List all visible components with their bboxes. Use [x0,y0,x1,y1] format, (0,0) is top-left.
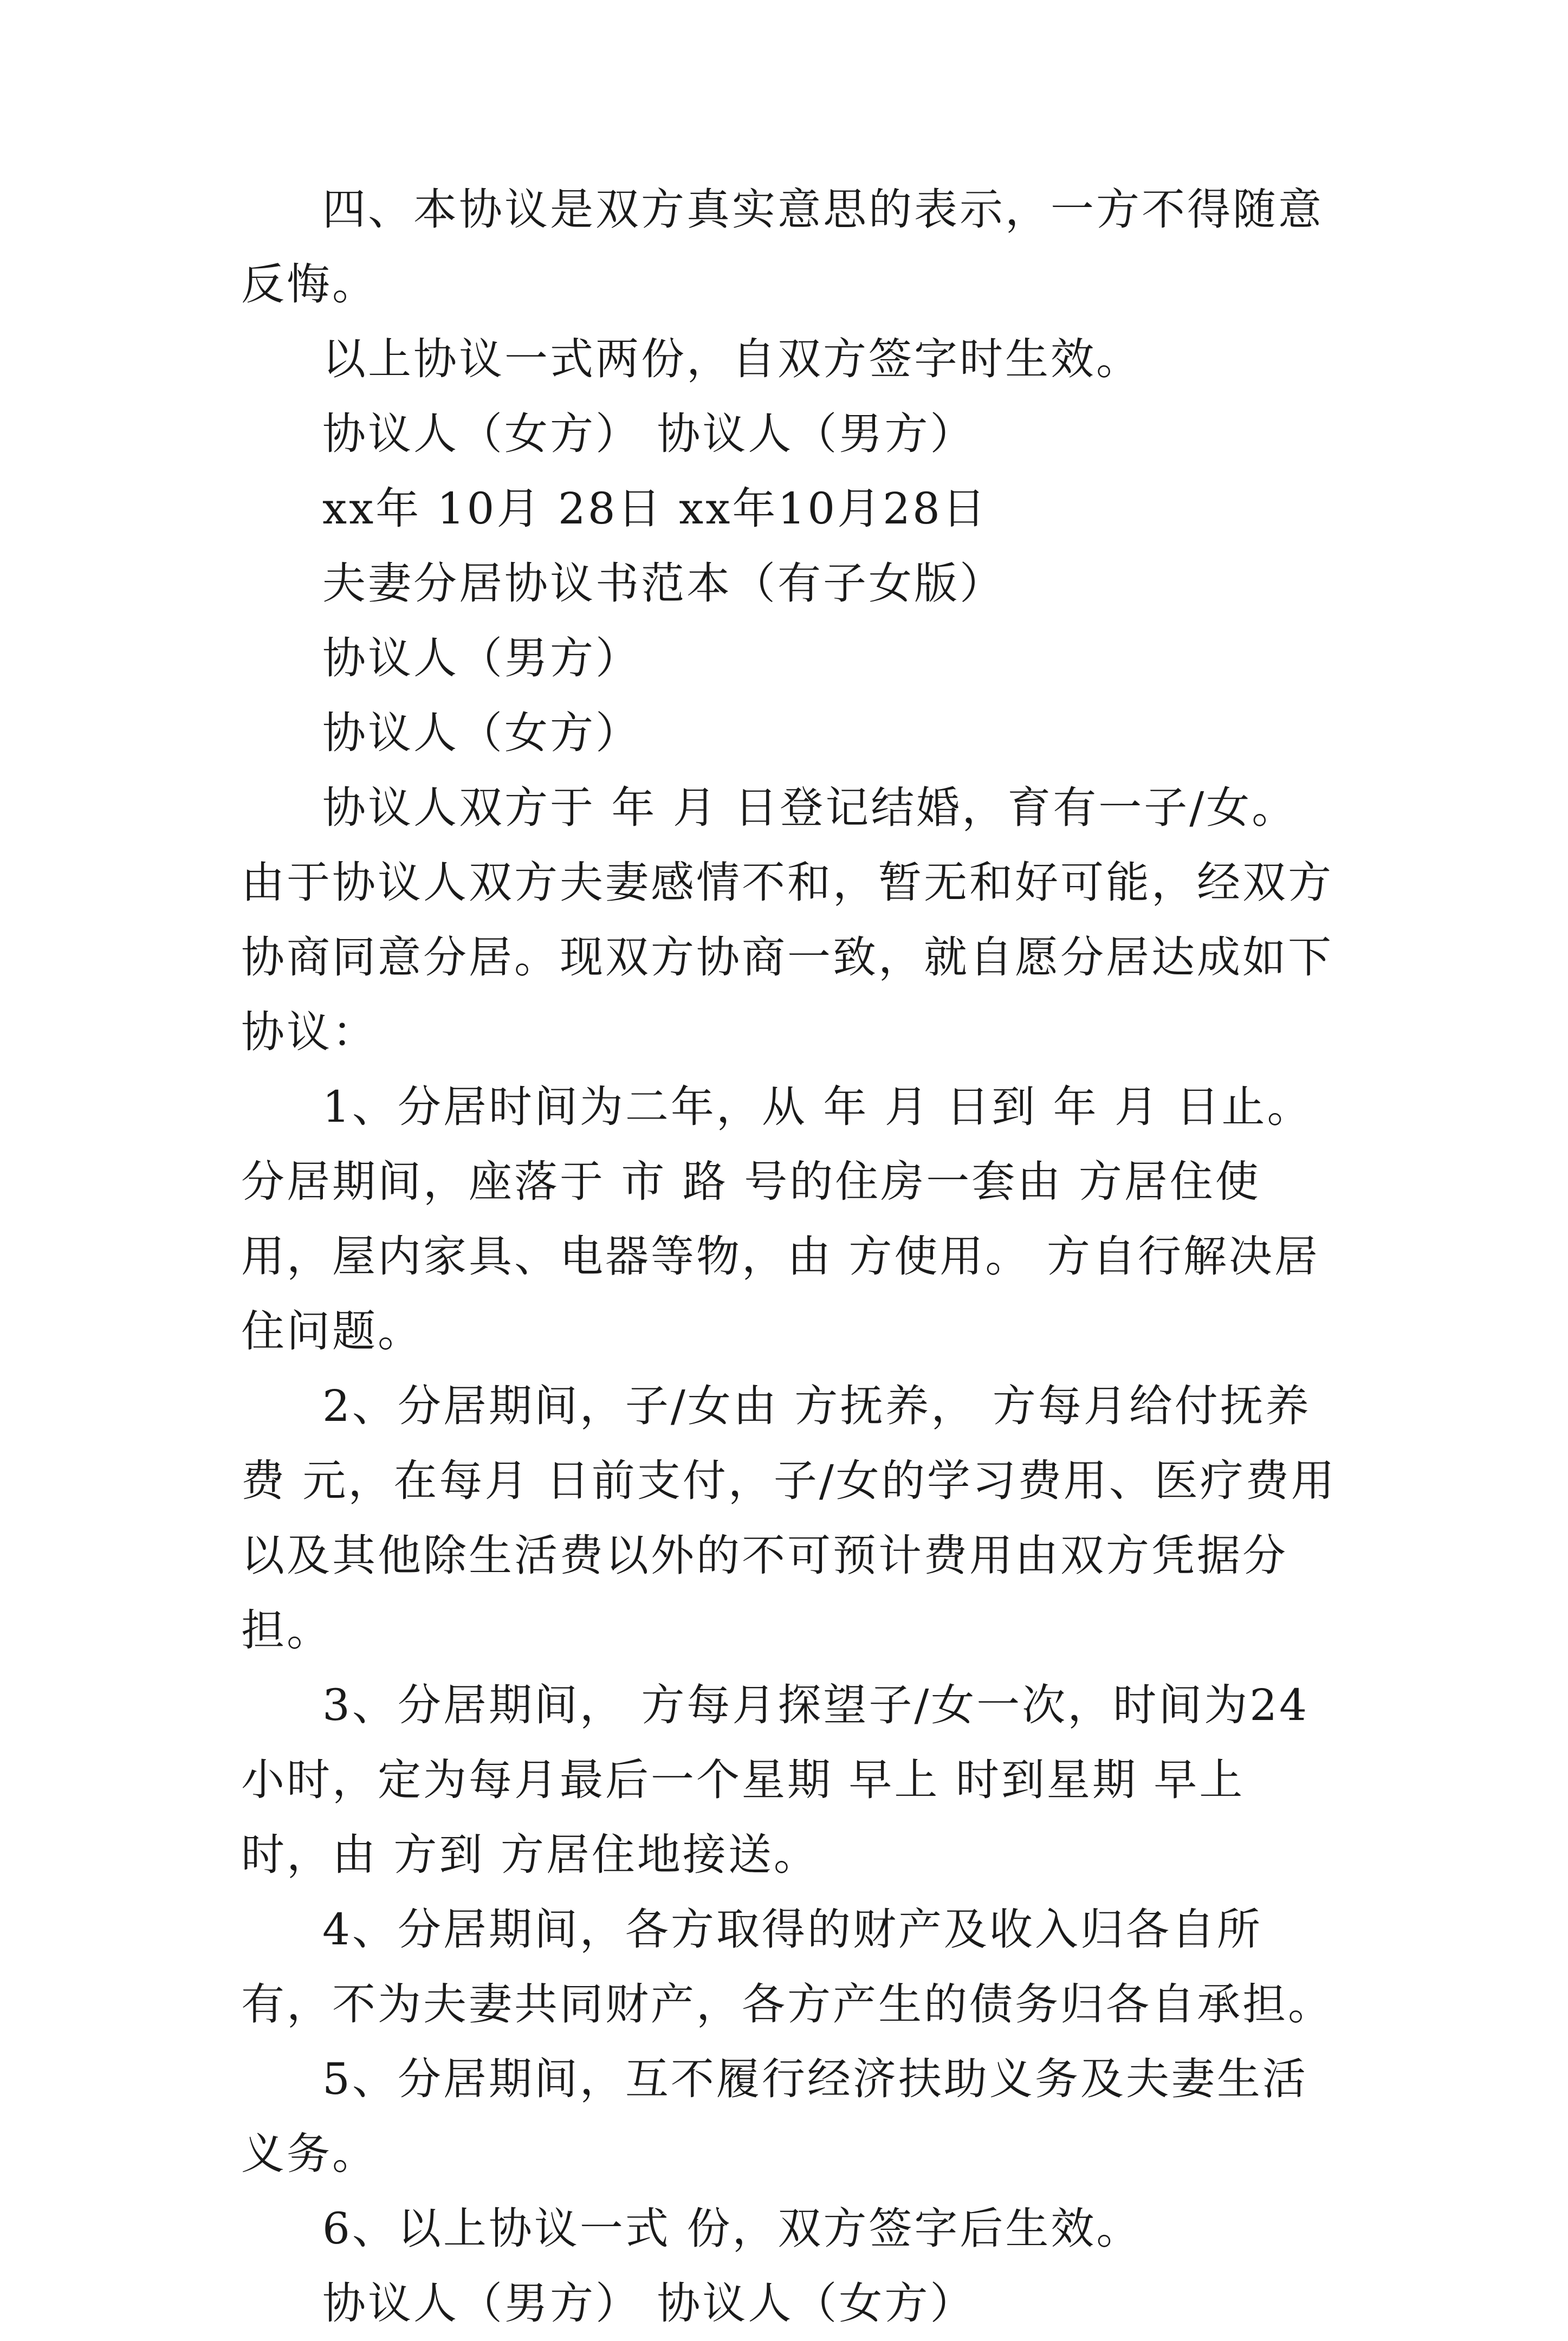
section-title: 夫妻分居协议书范本（有子女版） [322,558,1005,609]
party-male: 协议人（男方） [322,633,641,683]
paragraph-clause-1: 1、分居时间为二年，从 年 月 日到 年 月 日止。分居期间，座落于 市 路 号的住房一套由 方居住使用，屋内家具、电器等物，由 方使用。 方自行解决居住问题。 [241,1082,1320,1356]
paragraph-signatories: 协议人（女方） 协议人（男方） [322,409,976,459]
document-body [241,172,1341,2341]
paragraph-clause-5: 5、分居期间，互不履行经济扶助义务及夫妻生活义务。 [241,2054,1308,2179]
paragraph-clause-2: 2、分居期间，子/女由 方抚养， 方每月给付抚养费 元，在每月 日前支付，子/女的学习费用、医疗费用以及其他除生活费以外的不可预计费用由双方凭据分担。 [241,1381,1337,1655]
paragraph-clause-four: 四、本协议是双方真实意思的表示，一方不得随意反悔。 [241,184,1324,309]
paragraph-clause-3: 3、分居期间， 方每月探望子/女一次，时间为24小时，定为每月最后一个星期 早上 时到星期 早上 时，由 方到 方居住地接送。 [241,1680,1310,1880]
paragraph-copies-effective: 以上协议一式两份，自双方签字时生效。 [322,334,1142,384]
paragraph-clause-4: 4、分居期间，各方取得的财产及收入归各自所有，不为夫妻共同财产，各方产生的债务归各自承担。 [241,1904,1333,2029]
party-female: 协议人（女方） [322,708,641,758]
paragraph-final-signatories: 协议人（男方） 协议人（女方） [322,2278,976,2329]
paragraph-sign-dates: xx年 10月 28日 xx年10月28日 [322,483,988,534]
paragraph-clause-6: 6、以上协议一式 份，双方签字后生效。 [322,2203,1142,2254]
paragraph-preamble: 协议人双方于 年 月 日登记结婚，育有一子/女。由于协议人双方夫妻感情不和，暂无和好可能，经双方协商同意分居。现双方协商一致，就自愿分居达成如下协议： [241,783,1333,1057]
